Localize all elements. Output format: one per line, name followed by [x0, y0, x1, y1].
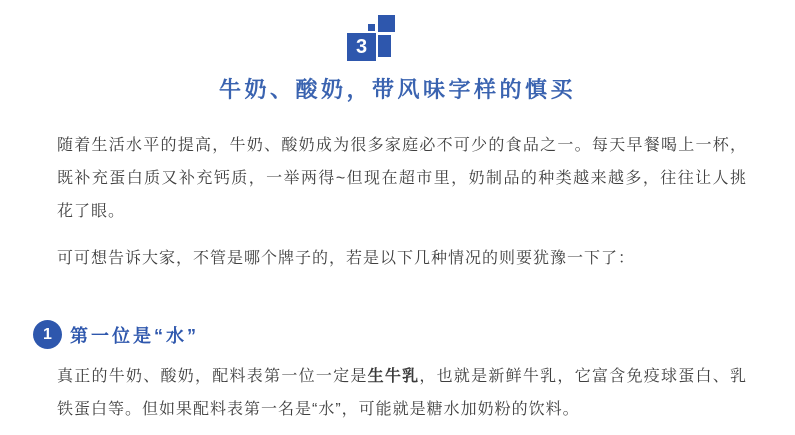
- section-1-text-before: 真正的牛奶、酸奶，配料表第一位一定是: [57, 368, 368, 385]
- badge-number: 3: [355, 36, 368, 58]
- decor-square-small-icon: [368, 24, 375, 31]
- intro-paragraph: 随着生活水平的提高，牛奶、酸奶成为很多家庭必不可少的食品之一。每天早餐喝上一杯，既补充蛋白质又补充钙质，一举两得~但现在超市里，奶制品的种类越来越多，往往让人挑花了眼。: [57, 137, 747, 220]
- page-title: 牛奶、酸奶，带风味字样的慎买: [218, 77, 576, 102]
- decor-square-mid-icon: [378, 35, 391, 57]
- section-1-heading: [33, 320, 199, 349]
- section-1-bold-term: 生牛乳: [367, 368, 420, 385]
- section-1-paragraph: [57, 360, 747, 426]
- lead-in-paragraph: 可可想告诉大家，不管是哪个牌子的，若是以下几种情况的则要犹豫一下了：: [57, 250, 636, 267]
- decor-square-top-icon: [378, 15, 395, 32]
- section-number-badge-icon: [347, 14, 395, 61]
- section-1-number: 1: [43, 326, 52, 343]
- badge-number-box: [347, 33, 376, 61]
- section-1-title: 第一位是“水”: [70, 325, 199, 346]
- section-1-number-badge: [33, 320, 62, 349]
- section-1-text-after: ，也就是新鲜牛乳，它富含免疫球蛋白、乳铁蛋白等。但如果配料表第一名是“水”，可能就是糖水加奶粉的饮料。: [57, 368, 747, 418]
